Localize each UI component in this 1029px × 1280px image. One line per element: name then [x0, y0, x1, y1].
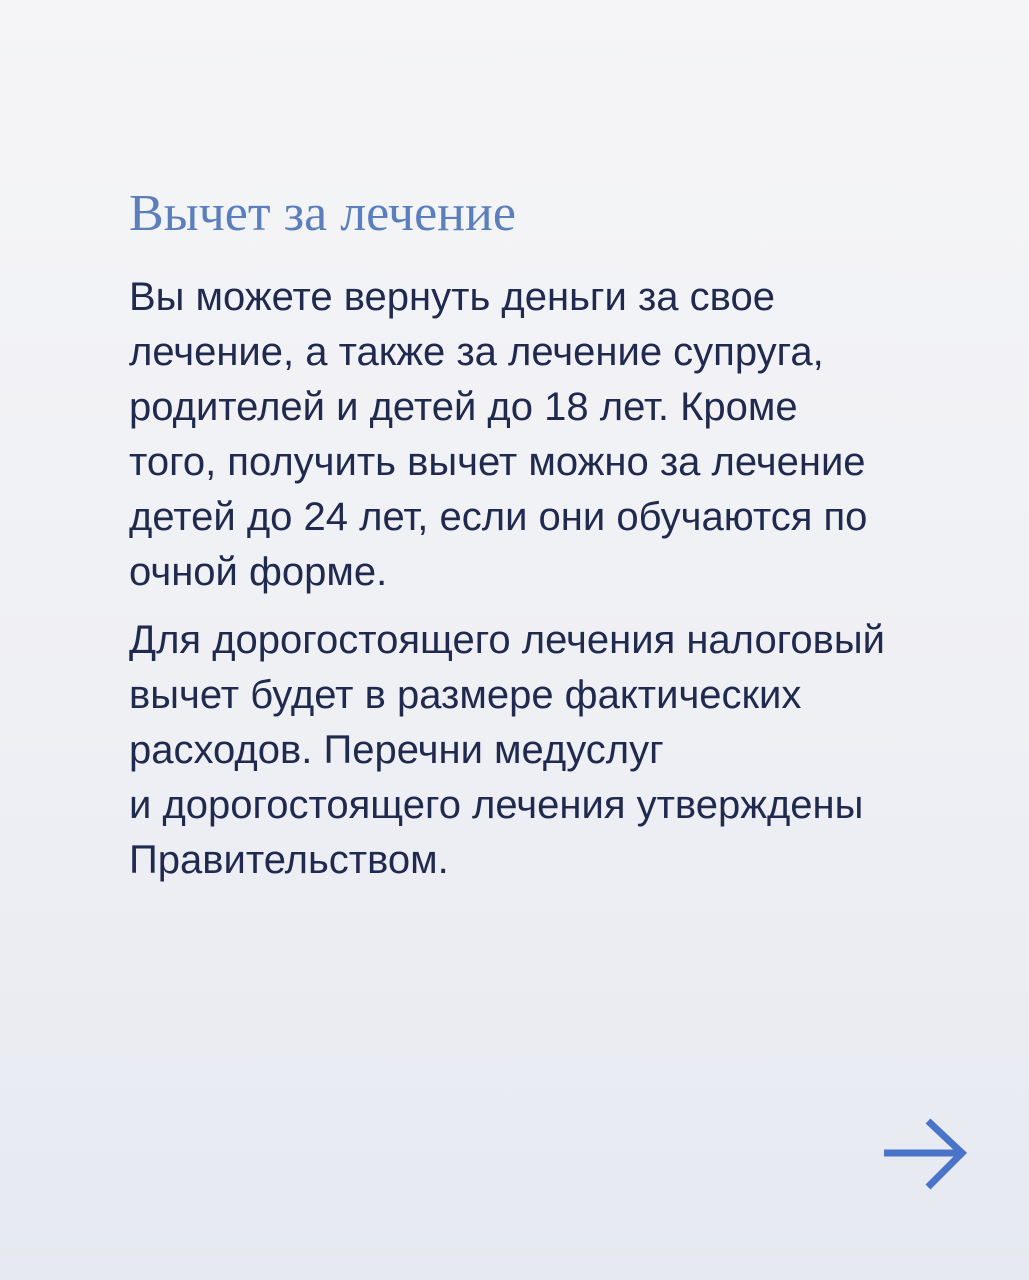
paragraph-line: родителей и детей до 18 лет. Кроме [129, 385, 798, 429]
paragraph-line: Правительством. [129, 838, 449, 882]
arrow-right-icon [878, 1115, 970, 1195]
paragraph-line: Для дорогостоящего лечения налоговый [129, 618, 886, 662]
slide-title: Вычет за лечение [129, 185, 516, 242]
paragraph-line: того, получить вычет можно за лечение [129, 440, 866, 484]
paragraph-line: и дорогостоящего лечения утверждены [129, 783, 864, 827]
paragraph-line: детей до 24 лет, если они обучаются по [129, 495, 868, 539]
paragraph-treatment-deduction [129, 270, 989, 600]
paragraph-line: очной форме. [129, 550, 388, 594]
paragraph-line: лечение, а также за лечение супруга, [129, 330, 824, 374]
paragraph-line: Вы можете вернуть деньги за свое [129, 275, 775, 319]
next-slide-button[interactable] [878, 1115, 970, 1195]
paragraph-expensive-treatment [129, 613, 989, 888]
paragraph-line: расходов. Перечни медуслуг [129, 728, 664, 772]
paragraph-line: вычет будет в размере фактических [129, 673, 802, 717]
